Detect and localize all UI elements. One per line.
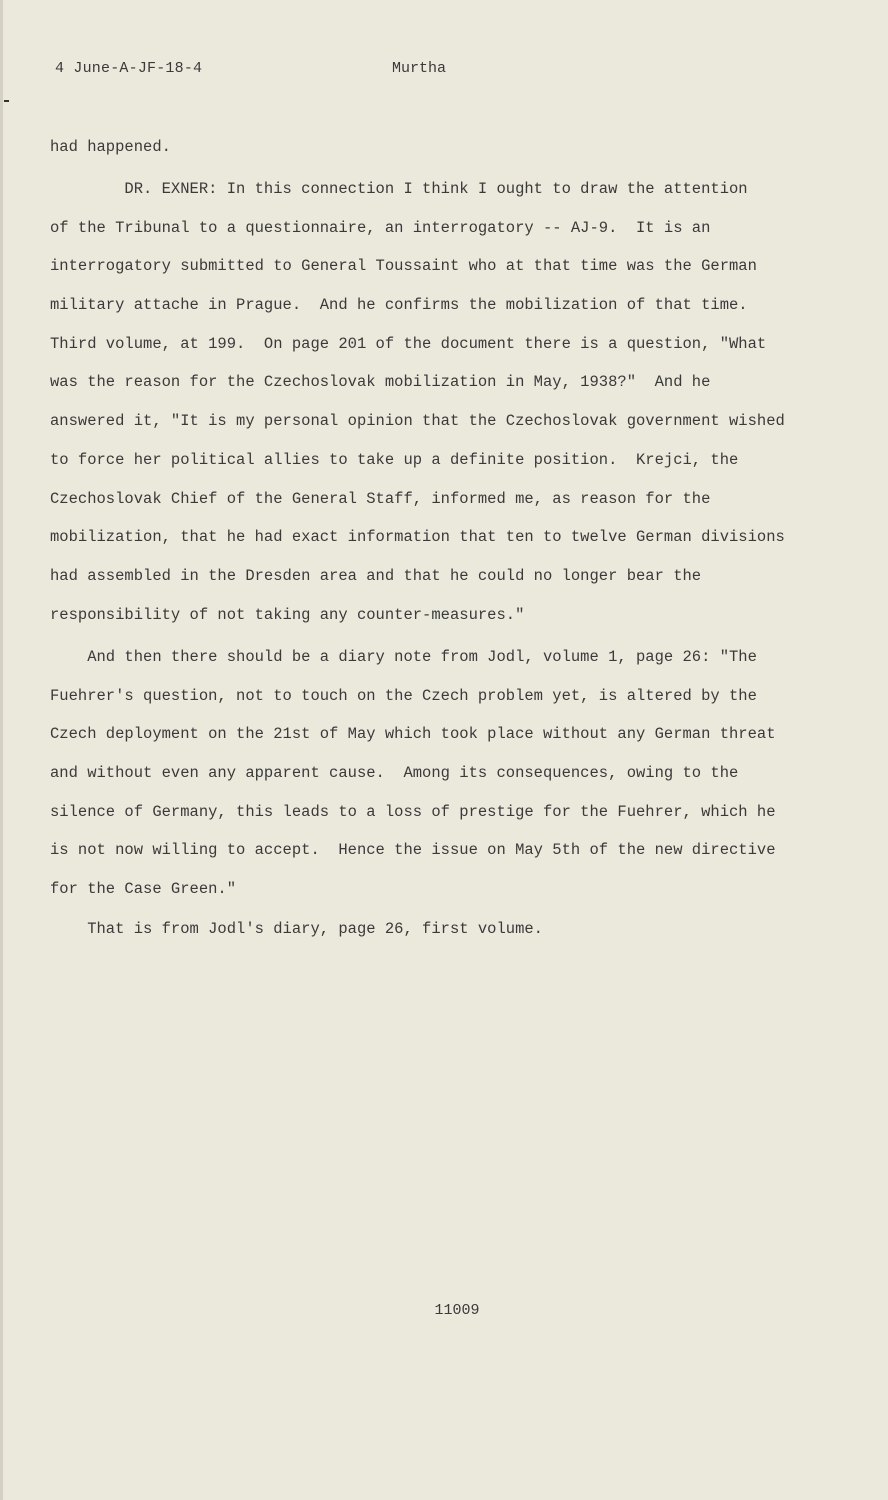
text-line: is not now willing to accept. Hence the issue on May 5th of the new directive: [50, 841, 776, 860]
text-line: had happened.: [50, 138, 171, 156]
text-line: military attache in Prague. And he confirms the mobilization of that time.: [50, 296, 748, 315]
text-line: for the Case Green.": [50, 880, 237, 899]
page-edge: [0, 0, 3, 1500]
text-line: was the reason for the Czechoslovak mobilization in May, 1938?" And he: [50, 373, 711, 392]
page-number: 11009: [434, 1302, 480, 1319]
text-line: of the Tribunal to a questionnaire, an interrogatory -- AJ-9. It is an: [50, 218, 711, 237]
paragraph-source-note: [50, 910, 840, 949]
text-line: to force her political allies to take up a definite position. Krejci, the: [50, 450, 739, 469]
text-line: Fuehrer's question, not to touch on the Czech problem yet, is altered by the: [50, 686, 757, 705]
text-line: interrogatory submitted to General Toussaint who at that time was the German: [50, 257, 757, 276]
text-line: answered it, "It is my personal opinion that the Czechoslovak government wished: [50, 412, 785, 431]
text-line: silence of Germany, this leads to a loss of prestige for the Fuehrer, which he: [50, 802, 776, 821]
paragraph-continuation: [50, 128, 840, 167]
text-line: Czechoslovak Chief of the General Staff, informed me, as reason for the: [50, 489, 711, 508]
text-line: Czech deployment on the 21st of May which took place without any German threat: [50, 725, 776, 744]
transcript-reference: 4 June-A-JF-18-4: [55, 60, 203, 77]
text-line: had assembled in the Dresden area and that he could no longer bear the: [50, 566, 702, 585]
text-line: Third volume, at 199. On page 201 of the document there is a question, "What: [50, 334, 767, 353]
text-line: DR. EXNER: In this connection I think I ought to draw the attention: [50, 180, 748, 198]
paragraph-exner-statement: [50, 170, 840, 634]
text-line: and without even any apparent cause. Among its consequences, owing to the: [50, 764, 739, 783]
margin-mark: [4, 100, 9, 102]
text-line: responsibility of not taking any counter-measures.": [50, 605, 525, 624]
text-line: mobilization, that he had exact information that ten to twelve German divisions: [50, 528, 785, 547]
text-line: And then there should be a diary note from Jodl, volume 1, page 26: "The: [50, 648, 757, 666]
paragraph-jodl-diary-note: [50, 638, 840, 909]
reporter-name: Murtha: [392, 60, 447, 77]
text-line: That is from Jodl's diary, page 26, first volume.: [50, 920, 543, 938]
